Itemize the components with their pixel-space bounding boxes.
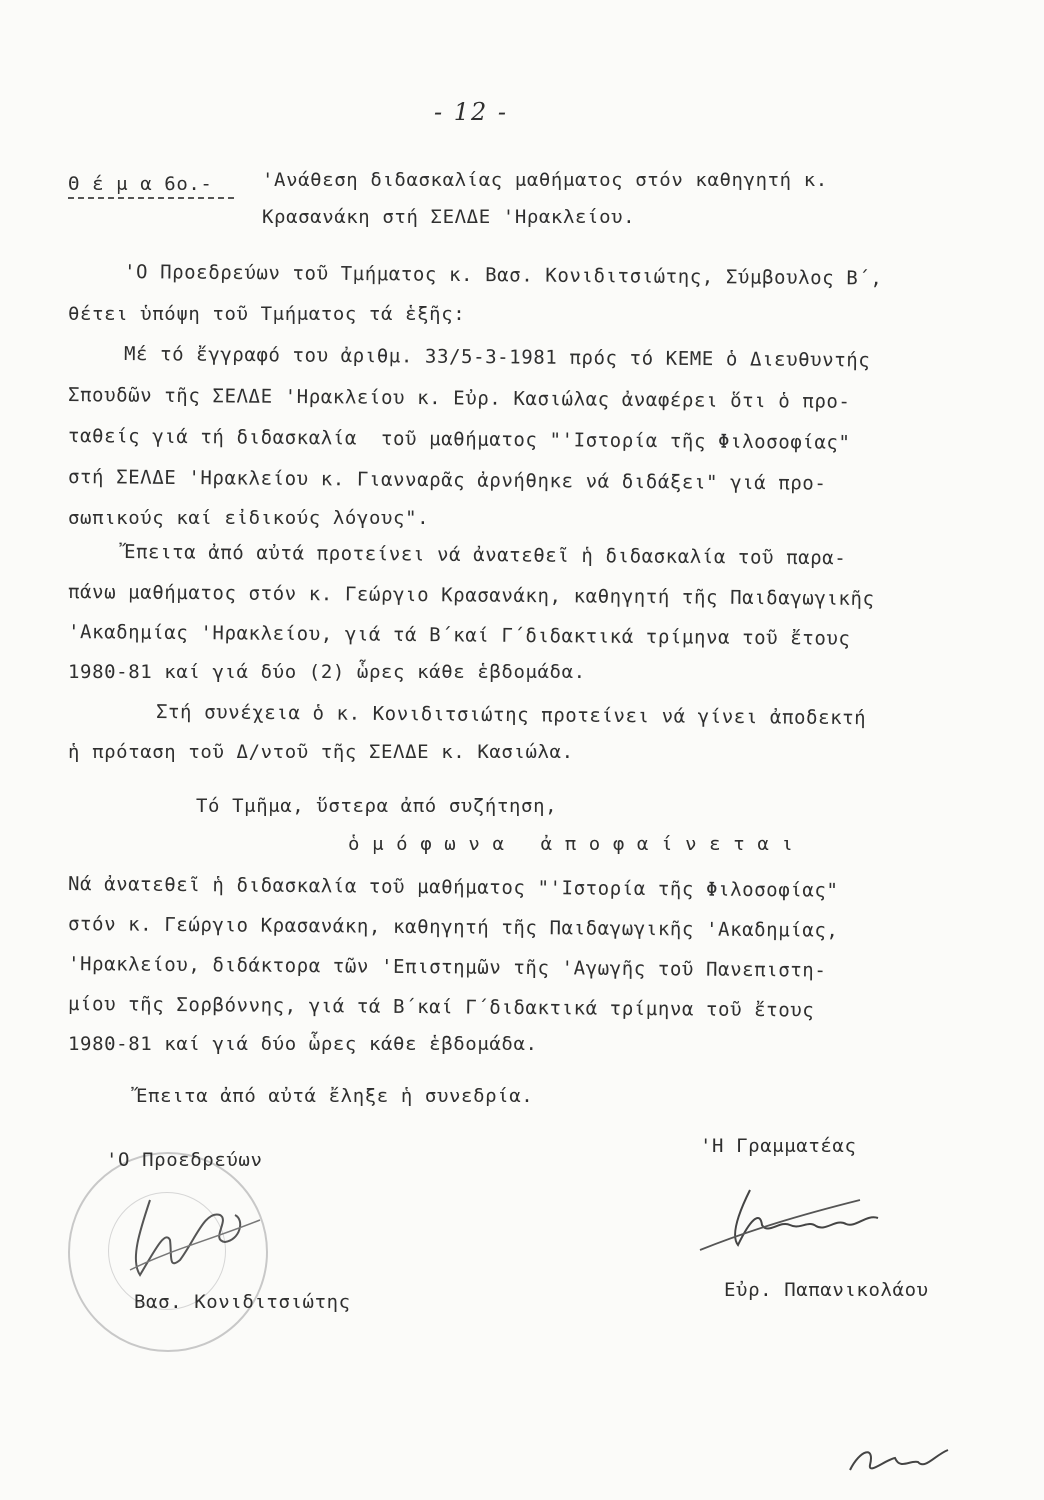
body-line: Ἔπειτα ἀπό αὐτά προτείνει νά ἀνατεθεῖ ἡ διδασκαλία τοῦ παρα- [123, 541, 847, 570]
page-number: - 12 - [434, 98, 509, 126]
left-handwritten-signature [110, 1180, 280, 1290]
topic-title-line1: 'Ανάθεση διδασκαλίας μαθήματος στόν καθηγητή κ. [262, 169, 828, 191]
body-line: 'Ηρακλείου, διδάκτορα τῶν 'Επιστημῶν τῆς 'Αγωγῆς τοῦ Πανεπιστη- [67, 953, 827, 982]
body-line: Νά ἀνατεθεῖ ἡ διδασκαλία τοῦ μαθήματος "'Ιστορία τῆς Φιλοσοφίας" [67, 873, 839, 902]
topic-title-line2: Κρασανάκη στή ΣΕΛΔΕ 'Ηρακλείου. [262, 206, 636, 228]
body-line: Σπουδῶν τῆς ΣΕΛΔΕ 'Ηρακλείου κ. Εὐρ. Κασιώλας ἀναφέρει ὅτι ὁ προ- [67, 384, 851, 413]
body-line: μίου τῆς Σορβόννης, γιά τά Β΄καί Γ΄διδακτικά τρίμηνα τοῦ ἔτους [67, 993, 815, 1022]
left-signatory-title: 'Ο Προεδρεύων [106, 1149, 263, 1171]
body-line: 1980-81 καί γιά δύο ὧρες κάθε ἑβδομάδα. [68, 1033, 538, 1055]
body-line: 'Ο Προεδρεύων τοῦ Τμήματος κ. Βασ. Κονιδιτσιώτης, Σύμβουλος Β΄, [123, 261, 883, 290]
body-line: Ἔπειτα ἀπό αὐτά ἔληξε ἡ συνεδρία. [136, 1085, 534, 1107]
body-line: στή ΣΕΛΔΕ 'Ηρακλείου κ. Γιανναρᾶς ἀρνήθηκε νά διδάξει" γιά προ- [67, 466, 827, 495]
right-handwritten-signature [690, 1180, 890, 1270]
body-line: ταθείς γιά τή διδασκαλία τοῦ μαθήματος "'Ιστορία τῆς Φιλοσοφίας" [67, 425, 851, 454]
body-line: Μέ τό ἔγγραφό του ἀριθμ. 33/5-3-1981 πρός τό ΚΕΜΕ ὁ Διευθυντής [123, 343, 871, 372]
body-line: στόν κ. Γεώργιο Κρασανάκη, καθηγητή τῆς Παιδαγωγικῆς 'Ακαδημίας, [67, 913, 839, 942]
body-line: σωπικούς καί εἰδικούς λόγους". [68, 507, 430, 529]
initials-mark [840, 1430, 960, 1490]
body-line: 'Ακαδημίας 'Ηρακλείου, γιά τά Β΄καί Γ΄διδακτικά τρίμηνα τοῦ ἔτους [67, 621, 851, 650]
body-line: Τό Τμῆμα, ὕστερα ἀπό συζήτηση, [196, 795, 558, 817]
decision-spaced-heading: ὁ μ ό φ ω ν α ἀ π ο φ α ί ν ε τ α ι [348, 833, 794, 855]
body-line: πάνω μαθήματος στόν κ. Γεώργιο Κρασανάκη, καθηγητή τῆς Παιδαγωγικῆς [67, 581, 875, 611]
right-signatory-title: 'Η Γραμματέας [700, 1135, 857, 1157]
body-line: 1980-81 καί γιά δύο (2) ὧρες κάθε ἑβδομάδα. [68, 661, 586, 683]
topic-label: Θ έ μ α 6ο.- [68, 173, 213, 195]
topic-underline [68, 197, 234, 199]
body-line: ἡ πρόταση τοῦ Δ/ντοῦ τῆς ΣΕΛΔΕ κ. Κασιώλα. [68, 741, 574, 763]
body-line: Στή συνέχεια ὁ κ. Κονιδιτσιώτης προτείνει νά γίνει ἀποδεκτή [155, 701, 867, 730]
body-line: θέτει ὑπόψη τοῦ Τμήματος τά ἑξῆς: [68, 303, 466, 325]
right-signatory-name: Εὐρ. Παπανικολάου [724, 1279, 929, 1301]
left-signatory-name: Βασ. Κονιδιτσιώτης [134, 1291, 351, 1313]
